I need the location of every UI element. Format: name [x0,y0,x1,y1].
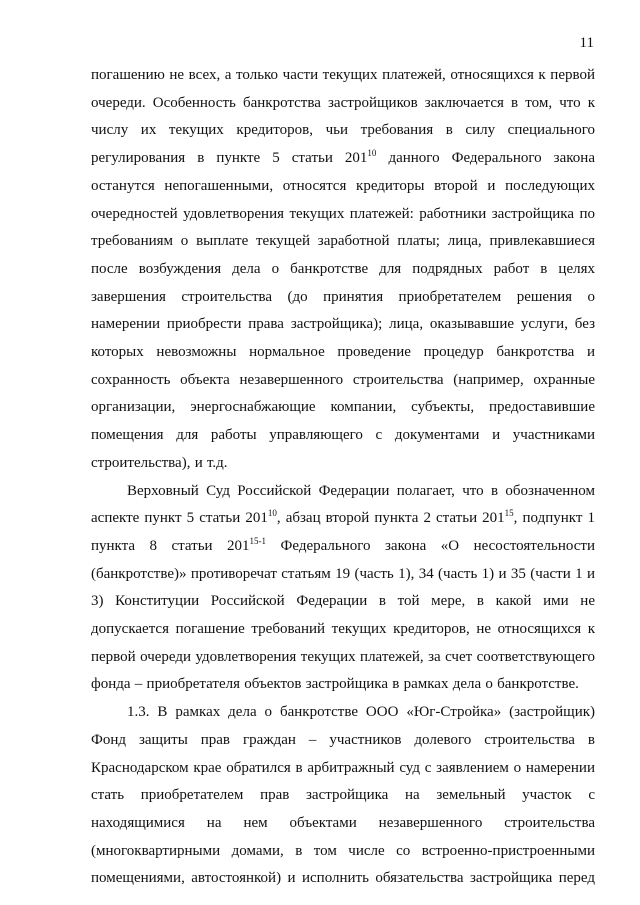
superscript-article-10: 10 [367,148,377,159]
paragraph-1-text: погашению не всех, а только части текущих платежей, относящихся к первой очереди. Особенность банкротства застройщиков заключается в том, что к числу их текущих кредиторов, чьи требования в силу специального регулирования в пункте 5 статьи 201 [91,67,595,167]
paragraph-1-tail: данного Федерального закона останутся непогашенными, относятся кредиторы второй и последующих очередностей удовлетворения текущих платежей: работники застройщика по требованиям о выплате текущей заработной платы; лица, привлекавшиеся после возбуждения дела о банкротстве для подрядных работ в целях завершения строительства (до принятия приобретателем решения о намерении приобрести права застройщика); лица, оказывавшие услуги, без которых невозможны нормальное проведение процедур банкротства и сохранность объекта незавершенного строительства (например, охранные организации, энергоснабжающие компании, субъекты, предоставившие помещения для работы управляющего с документами и участниками строительства), и т.д. [91,150,595,471]
page-number: 11 [579,35,594,51]
paragraph-2 [91,478,595,700]
paragraph-3-text: 1.3. В рамках дела о банкротстве ООО «Юг-Стройка» (застройщик) Фонд защиты прав граждан – участников долевого строительства в Краснодарском крае обратился в арбитражный суд с заявлением о намерении стать приобретателем прав застройщика на земельный участок с находящимися на нем объектами незавершенного строительства (многоквартирными домами, в том числе со встроенно-пристроенными помещениями, автостоянкой) и исполнить обязательства застройщика перед [91,704,595,887]
body-text [91,62,595,893]
paragraph-3 [91,699,595,893]
superscript-article-15-1: 15-1 [249,535,267,546]
paragraph-2-part-b: , абзац второй пункта 2 статьи 201 [276,510,505,527]
superscript-article-15: 15 [504,508,514,519]
paragraph-1 [91,62,595,478]
paragraph-2-part-c: , подпункт 1 пункта 8 статьи 201 [91,510,595,554]
superscript-article-10: 10 [267,508,277,519]
paragraph-2-part-d: Федерального закона «О несостоятельности (банкротстве)» противоречат статьям 19 (часть 1), 34 (часть 1) и 35 (части 1 и 3) Конституции Российской Федерации в той мере, в какой ими не допускается погашение требований текущих кредиторов, не относящихся к первой очереди удовлетворения текущих платежей, за счет соответствующего фонда – приобретателя объектов застройщика в рамках дела о банкротстве. [91,537,595,693]
paragraph-2-part-a: Верховный Суд Российской Федерации полагает, что в обозначенном аспекте пункт 5 статьи 201 [91,482,595,527]
